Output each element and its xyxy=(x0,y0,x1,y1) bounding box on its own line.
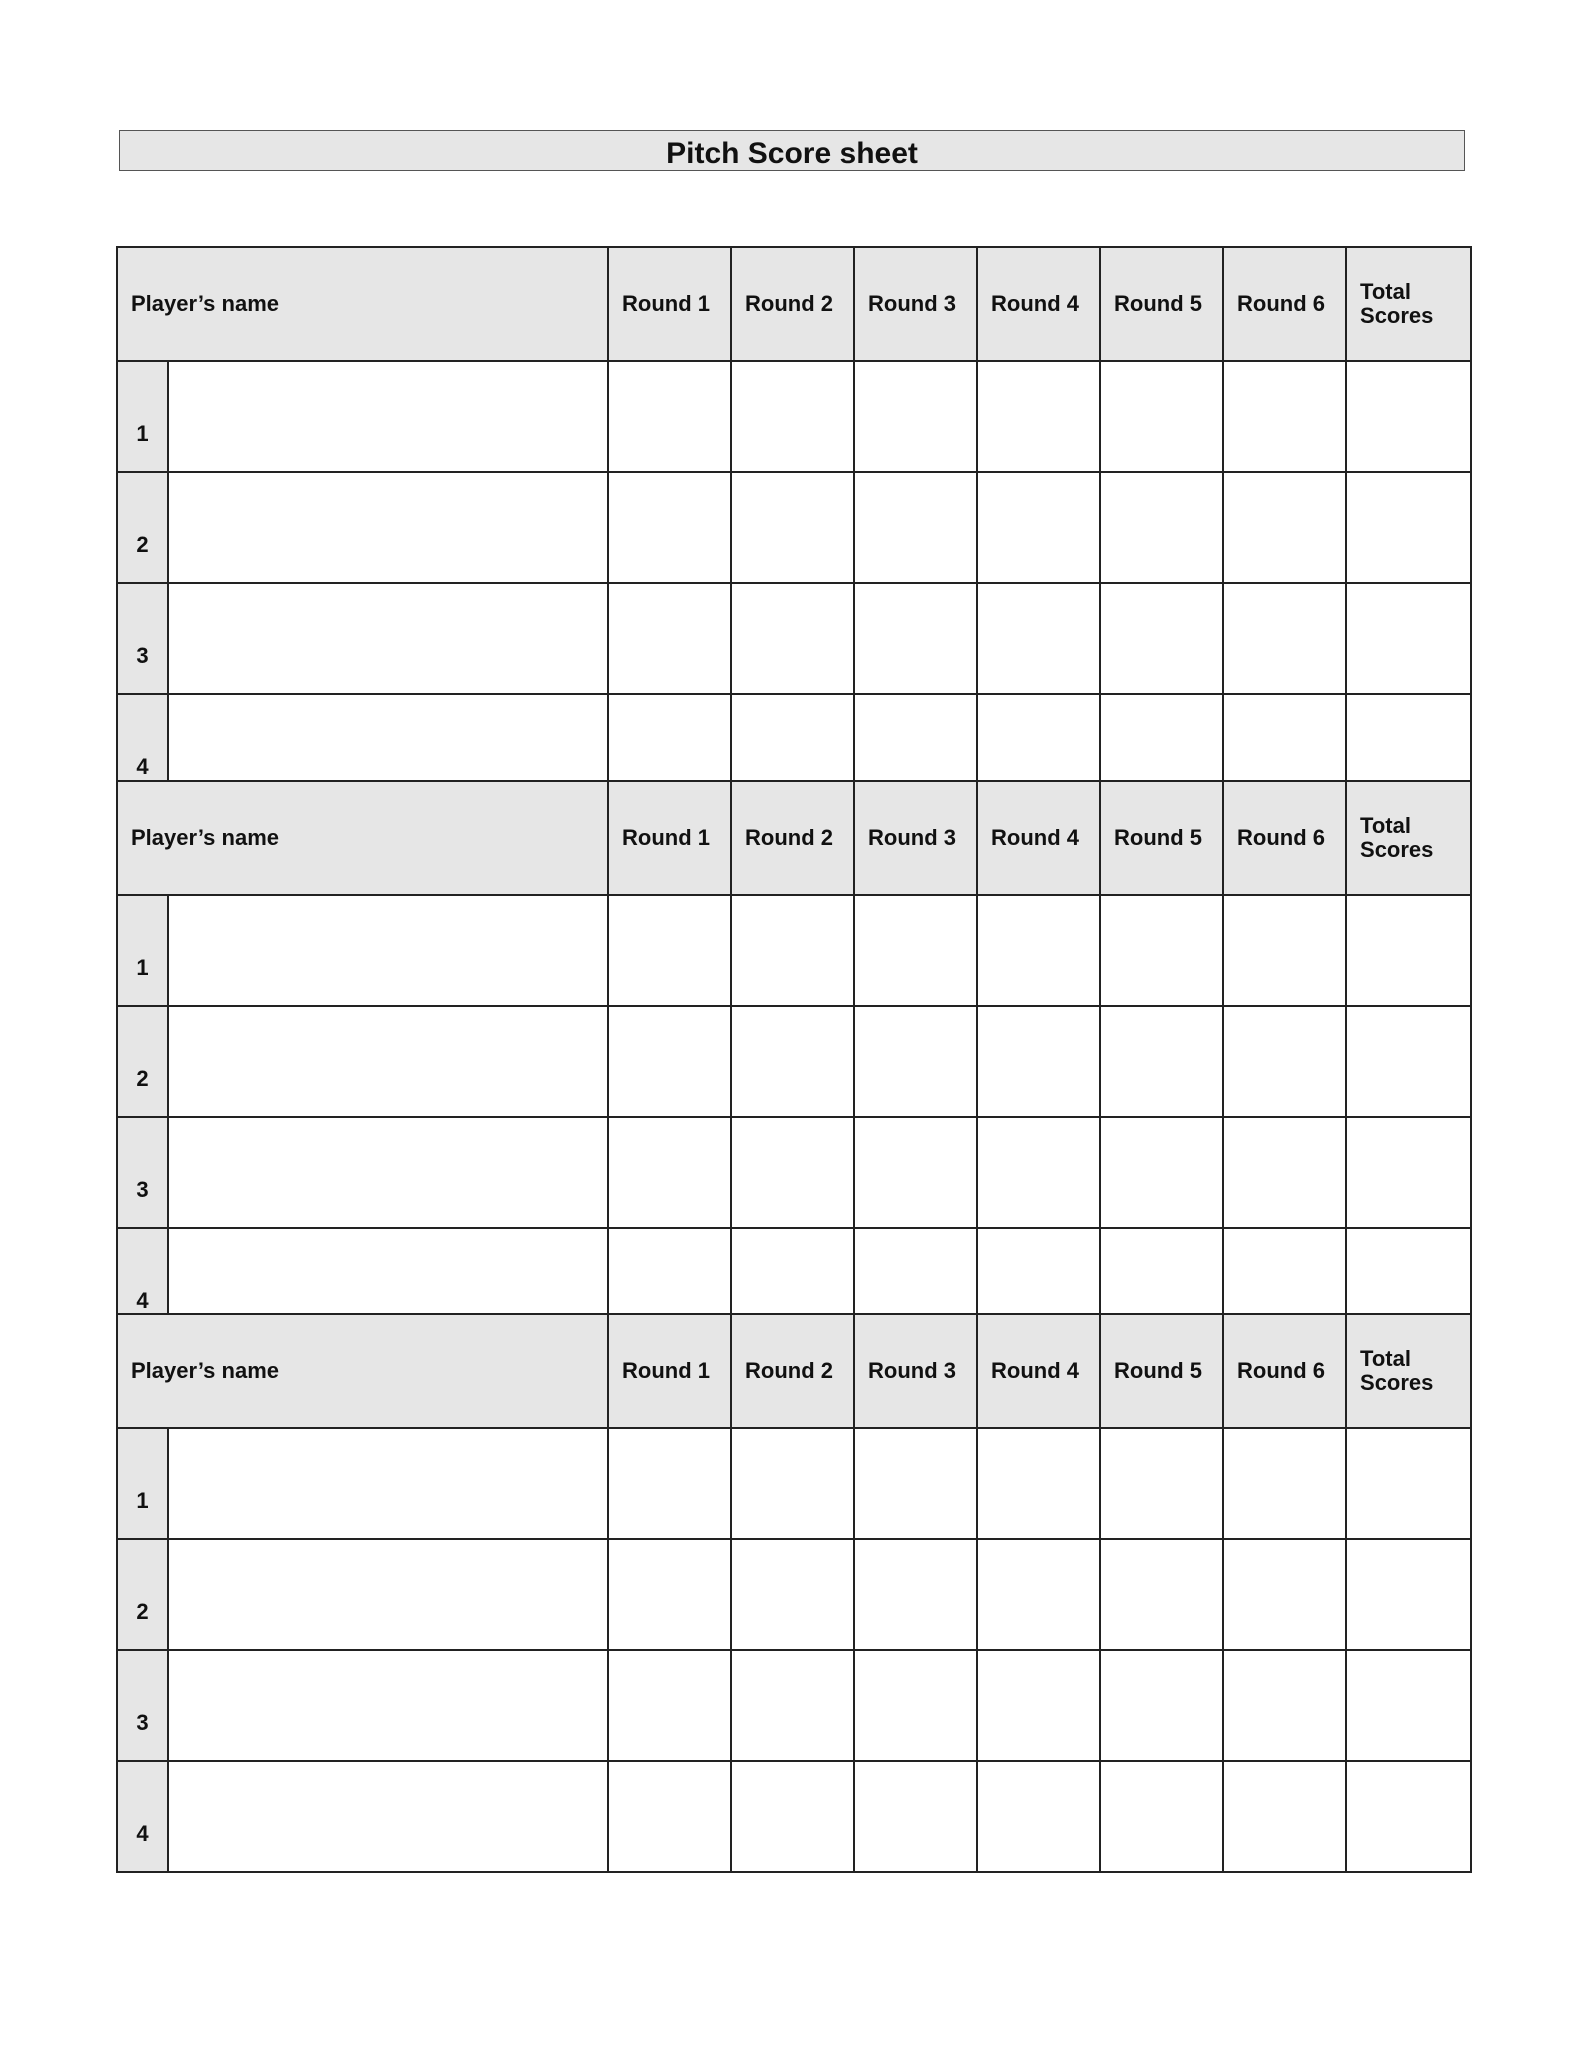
total-label: Total xyxy=(1360,813,1411,838)
round-2-score-cell[interactable] xyxy=(731,1428,854,1539)
round-2-header: Round 2 xyxy=(731,1314,854,1428)
round-6-score-cell[interactable] xyxy=(1223,1650,1346,1761)
player-name-cell[interactable] xyxy=(168,1117,608,1228)
round-5-score-cell[interactable] xyxy=(1100,583,1223,694)
round-5-header: Round 5 xyxy=(1100,781,1223,895)
table-row xyxy=(117,1428,1471,1539)
player-name-cell[interactable] xyxy=(168,472,608,583)
round-3-score-cell[interactable] xyxy=(854,583,977,694)
round-5-score-cell[interactable] xyxy=(1100,1117,1223,1228)
round-1-score-cell[interactable] xyxy=(608,1650,731,1761)
round-1-score-cell[interactable] xyxy=(608,895,731,1006)
round-6-score-cell[interactable] xyxy=(1223,1539,1346,1650)
round-3-score-cell[interactable] xyxy=(854,895,977,1006)
round-1-header: Round 1 xyxy=(608,781,731,895)
round-4-header: Round 4 xyxy=(977,1314,1100,1428)
total-score-cell[interactable] xyxy=(1346,895,1471,1006)
row-number: 1 xyxy=(117,361,168,472)
round-2-header: Round 2 xyxy=(731,247,854,361)
row-number: 2 xyxy=(117,1539,168,1650)
round-5-score-cell[interactable] xyxy=(1100,895,1223,1006)
round-3-score-cell[interactable] xyxy=(854,1006,977,1117)
row-number: 4 xyxy=(117,694,168,805)
round-6-score-cell[interactable] xyxy=(1223,1006,1346,1117)
table-row xyxy=(117,472,1471,583)
round-2-score-cell[interactable] xyxy=(731,1761,854,1872)
round-6-score-cell[interactable] xyxy=(1223,583,1346,694)
table-row xyxy=(117,1650,1471,1761)
round-3-score-cell[interactable] xyxy=(854,1117,977,1228)
total-score-cell[interactable] xyxy=(1346,1117,1471,1228)
round-4-score-cell[interactable] xyxy=(977,895,1100,1006)
round-3-score-cell[interactable] xyxy=(854,1539,977,1650)
round-4-header: Round 4 xyxy=(977,781,1100,895)
round-5-score-cell[interactable] xyxy=(1100,1539,1223,1650)
round-5-header: Round 5 xyxy=(1100,247,1223,361)
round-5-score-cell[interactable] xyxy=(1100,1006,1223,1117)
header-row xyxy=(117,1314,1471,1428)
round-1-score-cell[interactable] xyxy=(608,472,731,583)
round-5-score-cell[interactable] xyxy=(1100,1428,1223,1539)
round-5-score-cell[interactable] xyxy=(1100,472,1223,583)
round-3-header: Round 3 xyxy=(854,1314,977,1428)
round-4-score-cell[interactable] xyxy=(977,1539,1100,1650)
table-row xyxy=(117,895,1471,1006)
player-name-cell[interactable] xyxy=(168,583,608,694)
score-table-1 xyxy=(116,246,1472,806)
total-scores-header xyxy=(1346,1314,1471,1428)
table-row xyxy=(117,1539,1471,1650)
round-5-score-cell[interactable] xyxy=(1100,361,1223,472)
round-6-score-cell[interactable] xyxy=(1223,1117,1346,1228)
total-scores-header xyxy=(1346,247,1471,361)
round-4-score-cell[interactable] xyxy=(977,1117,1100,1228)
scores-label: Scores xyxy=(1360,837,1434,862)
row-number: 4 xyxy=(117,1228,168,1339)
total-score-cell[interactable] xyxy=(1346,1761,1471,1872)
player-name-cell[interactable] xyxy=(168,1650,608,1761)
round-6-header: Round 6 xyxy=(1223,1314,1346,1428)
round-6-score-cell[interactable] xyxy=(1223,1761,1346,1872)
round-2-score-cell[interactable] xyxy=(731,895,854,1006)
round-1-score-cell[interactable] xyxy=(608,1117,731,1228)
player-name-cell[interactable] xyxy=(168,1539,608,1650)
round-2-header: Round 2 xyxy=(731,781,854,895)
round-4-score-cell[interactable] xyxy=(977,1761,1100,1872)
round-6-score-cell[interactable] xyxy=(1223,361,1346,472)
round-3-score-cell[interactable] xyxy=(854,472,977,583)
round-4-score-cell[interactable] xyxy=(977,472,1100,583)
round-2-score-cell[interactable] xyxy=(731,1539,854,1650)
round-1-score-cell[interactable] xyxy=(608,1428,731,1539)
round-1-header: Round 1 xyxy=(608,247,731,361)
table-row xyxy=(117,1117,1471,1228)
table-row xyxy=(117,1761,1471,1872)
player-name-header: Player’s name xyxy=(117,781,608,895)
row-number: 1 xyxy=(117,895,168,1006)
round-2-score-cell[interactable] xyxy=(731,1650,854,1761)
round-2-score-cell[interactable] xyxy=(731,583,854,694)
table-row xyxy=(117,583,1471,694)
round-6-score-cell[interactable] xyxy=(1223,472,1346,583)
player-name-cell[interactable] xyxy=(168,1006,608,1117)
round-2-score-cell[interactable] xyxy=(731,472,854,583)
total-score-cell[interactable] xyxy=(1346,583,1471,694)
row-number: 1 xyxy=(117,1428,168,1539)
round-1-score-cell[interactable] xyxy=(608,1006,731,1117)
round-3-score-cell[interactable] xyxy=(854,361,977,472)
player-name-header: Player’s name xyxy=(117,247,608,361)
total-score-cell[interactable] xyxy=(1346,1428,1471,1539)
round-1-score-cell[interactable] xyxy=(608,583,731,694)
round-4-header: Round 4 xyxy=(977,247,1100,361)
header-row xyxy=(117,781,1471,895)
round-1-header: Round 1 xyxy=(608,1314,731,1428)
round-3-score-cell[interactable] xyxy=(854,1761,977,1872)
row-number: 2 xyxy=(117,472,168,583)
round-1-score-cell[interactable] xyxy=(608,361,731,472)
table-row xyxy=(117,361,1471,472)
round-4-score-cell[interactable] xyxy=(977,1006,1100,1117)
player-name-cell[interactable] xyxy=(168,895,608,1006)
total-score-cell[interactable] xyxy=(1346,1006,1471,1117)
row-number: 3 xyxy=(117,1650,168,1761)
player-name-cell[interactable] xyxy=(168,1428,608,1539)
round-3-score-cell[interactable] xyxy=(854,1650,977,1761)
round-4-score-cell[interactable] xyxy=(977,1428,1100,1539)
round-4-score-cell[interactable] xyxy=(977,583,1100,694)
round-6-score-cell[interactable] xyxy=(1223,895,1346,1006)
round-4-score-cell[interactable] xyxy=(977,1650,1100,1761)
total-score-cell[interactable] xyxy=(1346,1650,1471,1761)
total-scores-header xyxy=(1346,781,1471,895)
header-row xyxy=(117,247,1471,361)
row-number: 2 xyxy=(117,1006,168,1117)
total-score-cell[interactable] xyxy=(1346,472,1471,583)
table-row xyxy=(117,1006,1471,1117)
total-score-cell[interactable] xyxy=(1346,1539,1471,1650)
player-name-header: Player’s name xyxy=(117,1314,608,1428)
page-title: Pitch Score sheet xyxy=(119,130,1465,171)
score-table-3 xyxy=(116,1313,1472,1873)
round-4-score-cell[interactable] xyxy=(977,361,1100,472)
row-number: 3 xyxy=(117,583,168,694)
round-6-header: Round 6 xyxy=(1223,247,1346,361)
round-3-header: Round 3 xyxy=(854,781,977,895)
round-2-score-cell[interactable] xyxy=(731,361,854,472)
round-1-score-cell[interactable] xyxy=(608,1539,731,1650)
row-number: 4 xyxy=(117,1761,168,1872)
round-2-score-cell[interactable] xyxy=(731,1006,854,1117)
score-table-2 xyxy=(116,780,1472,1340)
round-5-score-cell[interactable] xyxy=(1100,1650,1223,1761)
scores-label: Scores xyxy=(1360,303,1434,328)
scores-label: Scores xyxy=(1360,1370,1434,1395)
total-score-cell[interactable] xyxy=(1346,361,1471,472)
round-1-score-cell[interactable] xyxy=(608,1761,731,1872)
round-6-score-cell[interactable] xyxy=(1223,1428,1346,1539)
round-2-score-cell[interactable] xyxy=(731,1117,854,1228)
round-5-score-cell[interactable] xyxy=(1100,1761,1223,1872)
round-3-score-cell[interactable] xyxy=(854,1428,977,1539)
round-5-header: Round 5 xyxy=(1100,1314,1223,1428)
total-label: Total xyxy=(1360,279,1411,304)
player-name-cell[interactable] xyxy=(168,361,608,472)
round-6-header: Round 6 xyxy=(1223,781,1346,895)
player-name-cell[interactable] xyxy=(168,1761,608,1872)
row-number: 3 xyxy=(117,1117,168,1228)
round-3-header: Round 3 xyxy=(854,247,977,361)
total-label: Total xyxy=(1360,1346,1411,1371)
